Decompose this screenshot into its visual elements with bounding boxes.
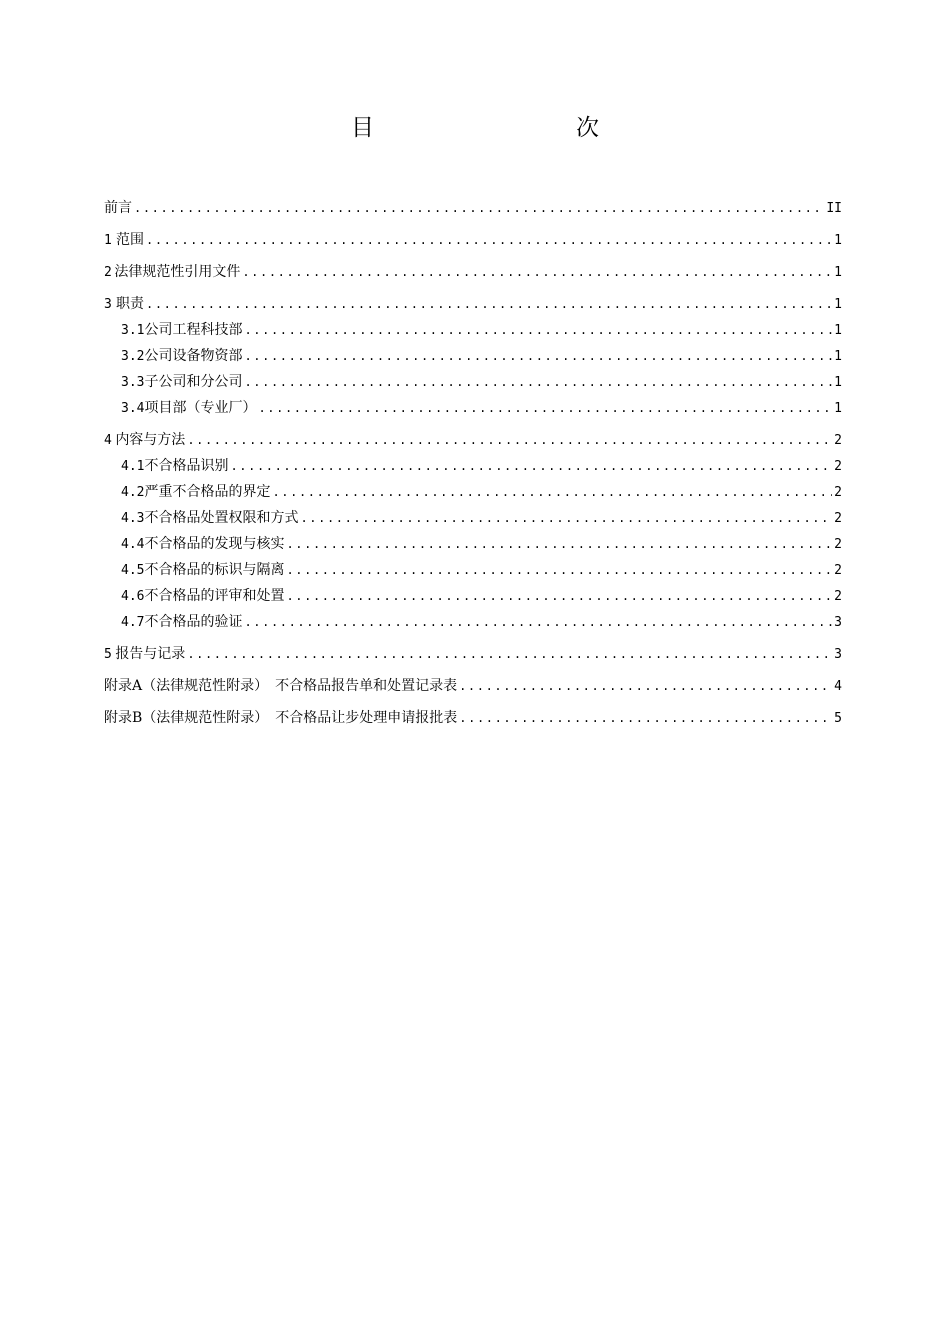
toc-dot-leader: [244, 613, 832, 631]
toc-entry-label: 不合格品的发现与核实: [144, 536, 285, 552]
toc-entry[interactable]: [104, 613, 842, 632]
toc-entry[interactable]: [104, 321, 842, 340]
toc-entry-number: 4.2: [121, 485, 145, 500]
toc-entry[interactable]: [104, 373, 842, 392]
toc-entry[interactable]: [104, 295, 842, 314]
toc-entry-label: 职责: [116, 296, 145, 312]
toc-dot-leader: [242, 263, 832, 281]
toc-entry[interactable]: [104, 457, 842, 476]
toc-entry-page: 1: [834, 349, 842, 364]
toc-entry-label: 不合格品的评审和处置: [144, 588, 285, 604]
toc-entry-number: 3.2: [121, 349, 145, 364]
toc-dot-leader: [258, 399, 832, 417]
toc-entry-page: 1: [834, 265, 842, 280]
toc-entry-page: 2: [834, 485, 842, 500]
toc-dot-leader: [459, 677, 832, 695]
toc-entry-label: 法律规范性引用文件: [114, 264, 241, 280]
toc-entry-number: 4.4: [121, 537, 145, 552]
toc-dot-leader: [187, 431, 832, 449]
toc-entry-label: 范围: [116, 232, 145, 248]
toc-entry[interactable]: [104, 483, 842, 502]
toc-entry-page: 2: [834, 433, 842, 448]
toc-entry[interactable]: [104, 535, 842, 554]
toc-entry-page: 1: [834, 297, 842, 312]
toc-entry[interactable]: [104, 509, 842, 528]
toc-entry-page: 1: [834, 375, 842, 390]
toc-entry[interactable]: [104, 231, 842, 250]
toc-entry[interactable]: [104, 347, 842, 366]
toc-entry-label: 不合格品识别: [144, 458, 229, 474]
toc-entry-number: 3: [104, 297, 112, 312]
toc-entry-page: 2: [834, 459, 842, 474]
toc-dot-leader: [146, 231, 832, 249]
toc-entry[interactable]: [104, 677, 842, 696]
toc-entry-number: 4: [104, 433, 112, 448]
toc-entry[interactable]: [104, 199, 842, 218]
toc-dot-leader: [134, 199, 824, 217]
toc-entry-label: 附录A（法律规范性附录） 不合格品报告单和处置记录表: [104, 678, 458, 694]
toc-entry-label: 子公司和分公司: [144, 374, 243, 390]
toc-entry[interactable]: [104, 587, 842, 606]
toc-entry-number: 3.4: [121, 401, 145, 416]
toc-entry-label: 不合格品处置权限和方式: [144, 510, 299, 526]
toc-entry-label: 项目部（专业厂）: [144, 400, 257, 416]
toc-entry-number: 1: [104, 233, 112, 248]
toc-entry-page: 2: [834, 589, 842, 604]
toc-dot-leader: [286, 561, 832, 579]
toc-dot-leader: [286, 535, 832, 553]
toc-dot-leader: [244, 373, 832, 391]
toc-entry-label: 报告与记录: [115, 646, 186, 662]
toc-entry[interactable]: [104, 399, 842, 418]
toc-entry-number: 4.5: [121, 563, 145, 578]
toc-entry-page: 3: [834, 647, 842, 662]
toc-entry-number: 4.6: [121, 589, 145, 604]
toc-entry[interactable]: [104, 263, 842, 282]
toc-entry-label: 严重不合格品的界定: [144, 484, 271, 500]
toc-entry-page: 4: [834, 679, 842, 694]
toc-dot-leader: [300, 509, 832, 527]
toc-entry-label: 附录B（法律规范性附录） 不合格品让步处理申请报批表: [104, 710, 458, 726]
toc-entry-page: 2: [834, 537, 842, 552]
toc-entry-label: 前言: [104, 200, 132, 216]
toc-dot-leader: [244, 321, 832, 339]
page-title: 目 次: [351, 115, 651, 141]
toc-entry-number: 4.1: [121, 459, 145, 474]
toc-entry-label: 不合格品的标识与隔离: [144, 562, 285, 578]
toc-dot-leader: [459, 709, 832, 727]
toc-entry-label: 内容与方法: [115, 432, 186, 448]
toc-entry[interactable]: [104, 431, 842, 450]
toc-entry[interactable]: [104, 709, 842, 728]
toc-dot-leader: [244, 347, 832, 365]
toc-dot-leader: [272, 483, 832, 501]
toc-entry-page: 1: [834, 233, 842, 248]
toc-dot-leader: [146, 295, 832, 313]
toc-entry-number: 5: [104, 647, 112, 662]
table-of-contents: [104, 199, 842, 728]
toc-entry-page: 3: [834, 615, 842, 630]
toc-entry-page: 5: [834, 711, 842, 726]
toc-dot-leader: [230, 457, 832, 475]
toc-entry[interactable]: [104, 561, 842, 580]
toc-entry-number: 3.3: [121, 375, 145, 390]
toc-entry-number: 4.7: [121, 615, 145, 630]
toc-entry-page: 1: [834, 401, 842, 416]
toc-dot-leader: [286, 587, 832, 605]
toc-entry-number: 4.3: [121, 511, 145, 526]
toc-entry-page: 1: [834, 323, 842, 338]
toc-entry-label: 公司设备物资部: [144, 348, 243, 364]
toc-entry-page: II: [826, 201, 842, 216]
toc-entry-number: 2: [104, 265, 112, 280]
toc-entry-page: 2: [834, 563, 842, 578]
toc-entry-number: 3.1: [121, 323, 145, 338]
toc-entry-page: 2: [834, 511, 842, 526]
toc-dot-leader: [187, 645, 832, 663]
toc-entry[interactable]: [104, 645, 842, 664]
toc-entry-label: 公司工程科技部: [144, 322, 243, 338]
toc-entry-label: 不合格品的验证: [144, 614, 243, 630]
